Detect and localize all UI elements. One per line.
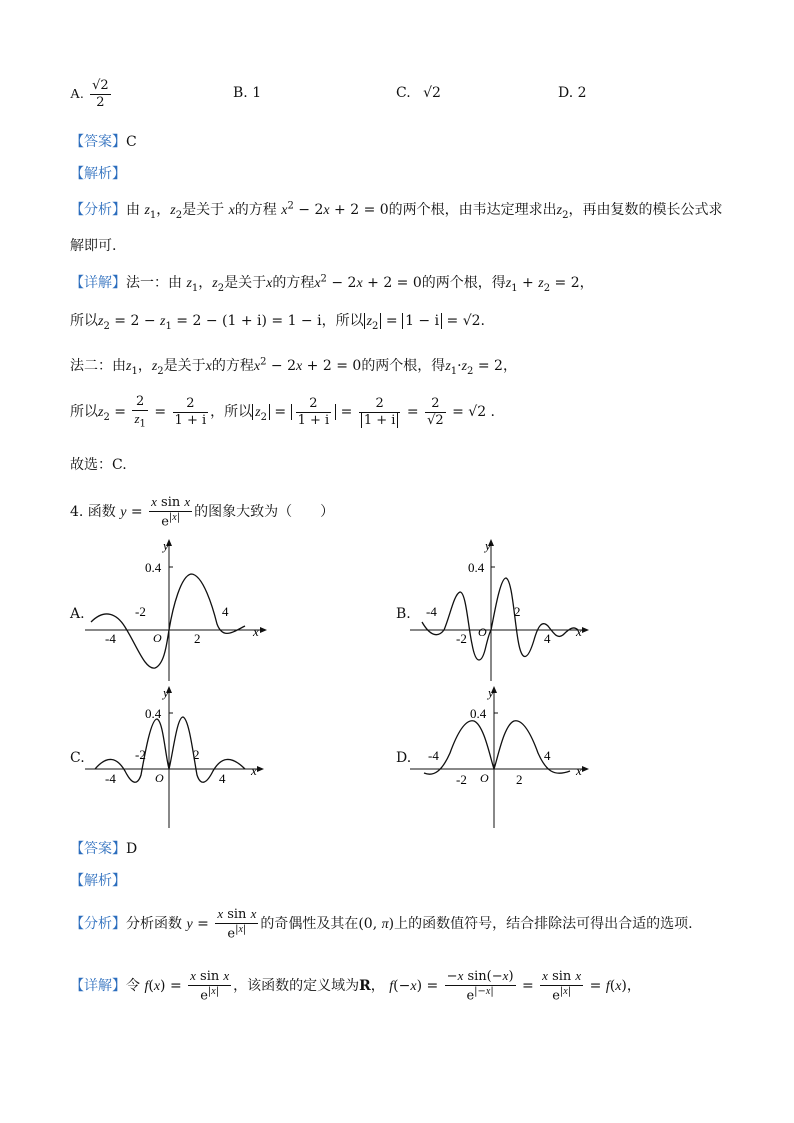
svg-text:x: x: [576, 624, 582, 639]
svg-text:4: 4: [544, 631, 551, 646]
svg-text:y: y: [163, 685, 169, 700]
q4-stem: 4. 函数 y = $\frac{\text{x sin x}}{e^{|x|}}$ 的图象大致为（ ）: [70, 494, 335, 529]
graph-a: [85, 536, 275, 681]
svg-text:0.4: 0.4: [145, 706, 162, 721]
q3-answer: 【答案】C: [70, 134, 137, 150]
graph-c: [85, 683, 275, 828]
svg-text:y: y: [485, 538, 491, 553]
q4-option-c-label: C.: [70, 750, 85, 766]
option-b: B. 1: [233, 85, 262, 101]
option-c-value: √2: [423, 85, 441, 101]
graph-a-x-label: x: [253, 624, 259, 639]
svg-text:-2: -2: [456, 631, 467, 646]
svg-text:x: x: [576, 763, 582, 778]
q3-method1-result: 所以$z_2 = 2 - z_1 = 2 - (1 + i) = 1 - i$，所以 $z_2 = 1 - i = √2$.: [70, 313, 485, 332]
q4-answer: 【答案】D: [70, 841, 138, 857]
svg-text:2: 2: [516, 772, 523, 787]
svg-text:2: 2: [514, 604, 521, 619]
q3-fenxi-line2: 解即可.: [70, 238, 117, 254]
q4-analysis-heading: 【解析】: [70, 873, 126, 889]
q3-fenxi: 【分析】由 $z_1$，$z_2$是关于 x的方程 $x^2 - 2x + 2 = 0$的两个根，由韦达定理求出$z_2$，再由复数的模长公式求: [70, 200, 723, 221]
svg-text:O: O: [480, 771, 489, 785]
option-a: A. $\frac{√2}{2}$: [70, 78, 109, 110]
svg-text:-4: -4: [105, 771, 116, 786]
svg-text:0.4: 0.4: [468, 560, 485, 575]
q3-method2-result: 所以$z_2$ = $\frac{2}{z_1}$ = $\frac{2}{1 + i}$ ，所以 $z_2$ = $\frac{2}{1 + i}$ = $\frac{2}{1 + i}$ = $\frac{2}{√2}$ = √2 .: [70, 394, 495, 430]
svg-text:x: x: [251, 763, 257, 778]
svg-text:-2: -2: [135, 747, 146, 762]
q4-option-d-label: D.: [396, 750, 412, 766]
svg-text:y: y: [488, 685, 494, 700]
option-d: D. 2: [558, 85, 587, 101]
graph-d: [410, 683, 600, 828]
graph-b: [410, 536, 600, 681]
q3-method2: 法二：由$z_1$，$z_2$是关于x的方程$x^2 - 2x + 2 = 0$的两个根，得$z_1\cdot z_2 = 2$，: [70, 356, 517, 377]
q3-method1: 【详解】法一：由 $z_1$，$z_2$是关于x的方程$x^2 - 2x + 2 = 0$的两个根，得$z_1 + z_2 = 2$，: [70, 273, 594, 294]
svg-text:-4: -4: [105, 631, 116, 646]
option-a-fraction: $\frac{√2}{2}$: [92, 78, 109, 110]
svg-text:O: O: [478, 625, 487, 639]
svg-text:-4: -4: [426, 604, 437, 619]
svg-text:0.4: 0.4: [470, 706, 487, 721]
graph-a-origin: O: [153, 631, 162, 645]
q4-fenxi: 【分析】分析函数 y = $\frac{\text{x sin x}}{e^{|x|}}$ 的奇偶性及其在(0, π)上的函数值符号，结合排除法可得出合适的选项.: [70, 906, 693, 941]
svg-text:O: O: [155, 771, 164, 785]
option-c: C. √2: [396, 85, 441, 101]
q3-choice: 故选：C.: [70, 457, 127, 473]
svg-text:4: 4: [219, 771, 226, 786]
q3-analysis-heading: 【解析】: [70, 166, 126, 182]
svg-text:-4: -4: [428, 748, 439, 763]
svg-text:-2: -2: [135, 604, 146, 619]
svg-text:4: 4: [222, 604, 229, 619]
svg-text:2: 2: [194, 631, 201, 646]
q4-option-a-label: A.: [70, 606, 85, 622]
graph-a-y-tick: 0.4: [145, 560, 162, 575]
svg-text:4: 4: [544, 748, 551, 763]
svg-text:-2: -2: [456, 772, 467, 787]
q4-option-b-label: B.: [396, 606, 411, 622]
graph-a-y-label: y: [163, 538, 169, 553]
svg-text:2: 2: [193, 747, 200, 762]
q4-xiangjie: 【详解】令 f(x) = $\frac{\text{x sin x}}{e^{|x|}}$ ，该函数的定义域为R， f(−x) = $\frac{\text{−x sin(−x)}}{e^{|-x|}}$ = $\frac{\text{x sin x}}{e^{|x|}}$ = f(x)，: [70, 968, 641, 1003]
